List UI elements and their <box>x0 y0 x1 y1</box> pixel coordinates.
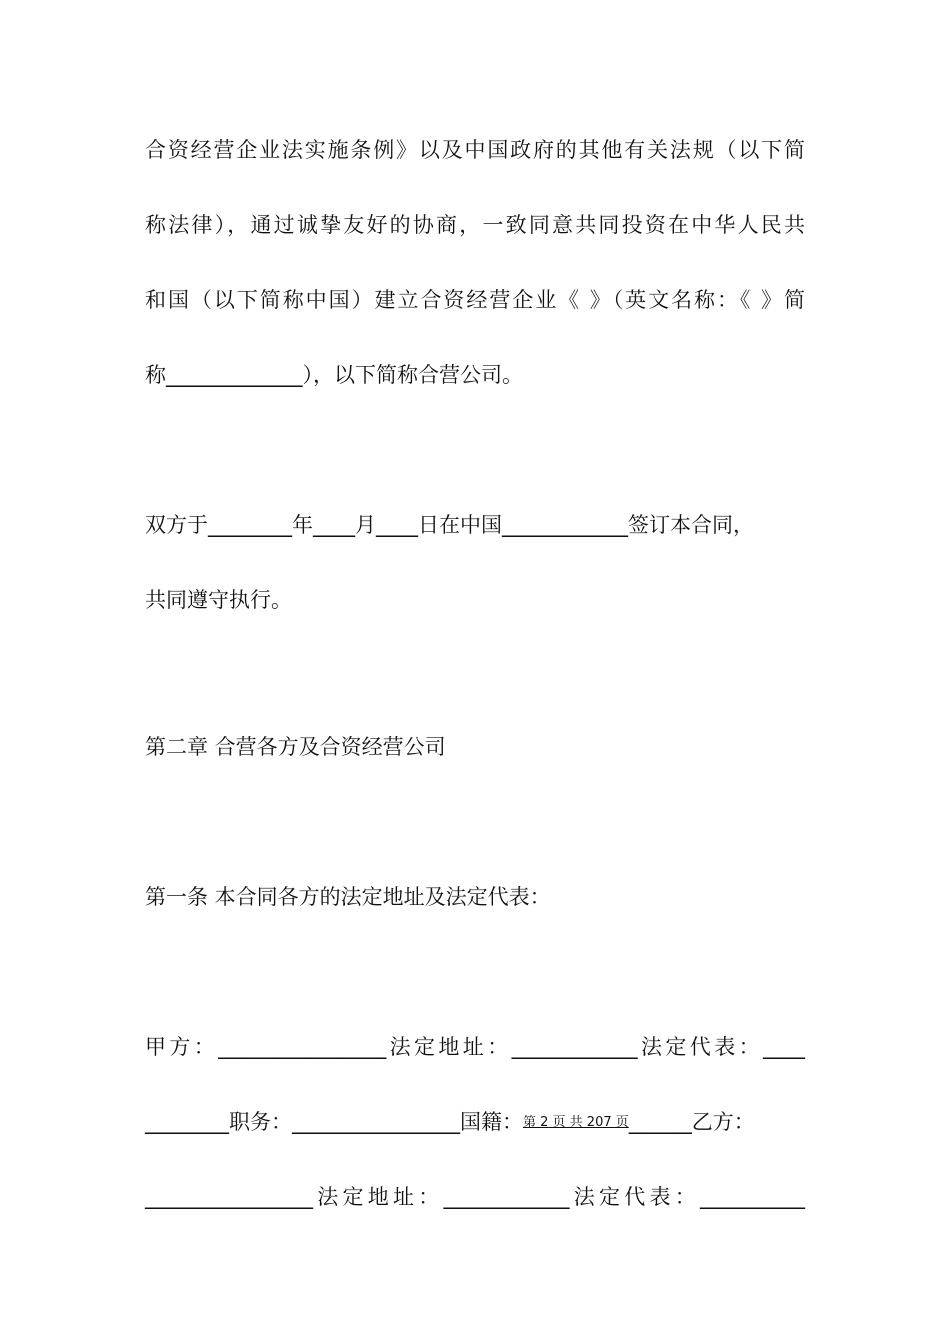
paragraph1-line2: 称法律），通过诚挚友好的协商，一致同意共同投资在中华人民共 <box>145 213 805 237</box>
paragraph1-line1: 合资经营企业法实施条例》以及中国政府的其他有关法规（以下简 <box>145 138 805 162</box>
paragraph2-line2: 共同遵守执行。 <box>145 588 292 612</box>
parties-line2-before: ________职务：________________国籍： <box>145 1110 523 1134</box>
paragraph1-line4: 称_____________），以下简称合营公司。 <box>145 363 523 387</box>
paragraph2-line1: 双方于________年____月____日在中国____________签订本合同， <box>145 513 754 537</box>
parties-line2 <box>145 1107 805 1138</box>
paragraph1-line3: 和国（以下简称中国）建立合资经营企业《 》（英文名称：《 》简 <box>145 288 805 312</box>
article-heading: 第一条 本合同各方的法定地址及法定代表： <box>145 885 551 909</box>
chapter-heading: 第二章 合营各方及合资经营公司 <box>145 735 446 759</box>
page-number-footer: 第 2 页 共 207 页 <box>523 1115 629 1130</box>
parties-line2-after: ______乙方： <box>628 1110 755 1134</box>
parties-line3: ________________法定地址：____________法定代表：__________ <box>145 1185 805 1209</box>
parties-line1: 甲方：________________法定地址：____________法定代表：____ <box>145 1035 805 1059</box>
